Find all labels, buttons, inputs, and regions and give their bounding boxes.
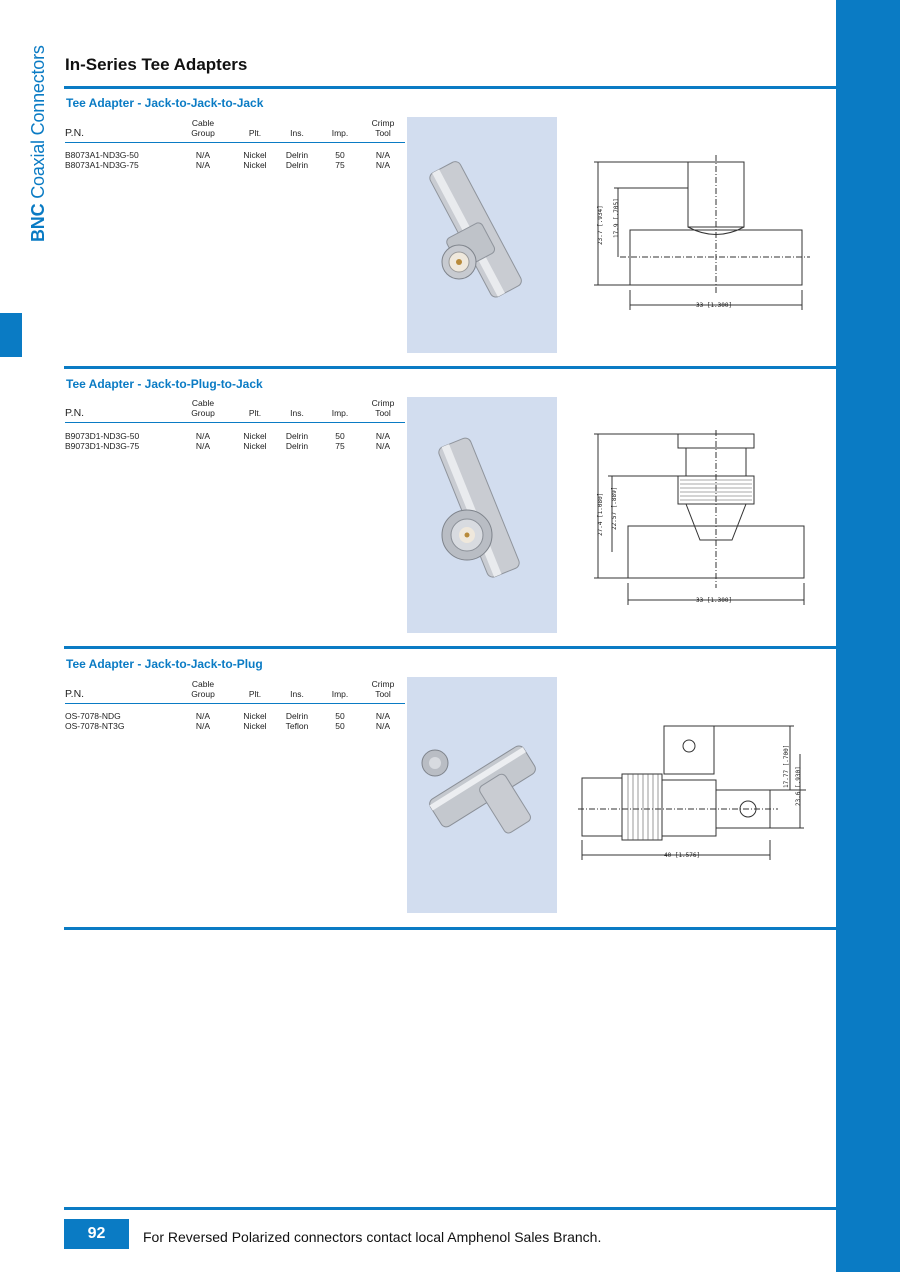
col-insulator: Ins. [290,128,304,138]
col-pn: P.N. [65,127,85,139]
dim-height-1: 17.77 [.700] [783,744,790,788]
dim-height-2: 17.9 [.705] [613,198,620,238]
side-title-brand: BNC [28,203,48,242]
product-photo [407,117,557,353]
col-plating: Plt. [248,408,262,418]
product-photo [407,677,557,913]
section-tab-marker [0,313,22,357]
col-crimp-tool: Crimp Tool [371,679,395,699]
dim-width: 33 [1.300] [696,597,733,604]
product-photo [407,397,557,633]
col-cable-group: Cable Group [191,679,215,699]
section-title: Tee Adapter - Jack-to-Jack-to-Jack [66,96,264,110]
col-plating: Plt. [248,128,262,138]
table-header [65,398,405,424]
table-header [65,118,405,144]
side-title-label: Coaxial Connectors [28,45,48,199]
dim-height-1: 27.4 [1.080] [597,492,604,536]
col-cable-group: Cable Group [191,118,215,138]
section-divider [64,366,836,369]
dimension-drawing [580,428,820,613]
tee-adapter-photo-icon [407,397,557,633]
dimension-drawing [578,718,818,868]
col-impedance: Imp. [331,689,349,699]
section-divider [64,86,836,89]
col-crimp-tool: Crimp Tool [371,118,395,138]
footer-note: For Reversed Polarized connectors contact local Amphenol Sales Branch. [143,1229,602,1245]
dim-width: 33 [1.300] [696,302,733,309]
col-insulator: Ins. [290,408,304,418]
col-impedance: Imp. [331,408,349,418]
dim-height-2: 23.6 [.930] [795,766,802,806]
dim-height-1: 23.7 [.934] [597,205,604,245]
table-row: B9073D1-ND3G-50 N/A Nickel Delrin 50 N/A [65,431,391,441]
side-section-title [28,45,49,242]
col-crimp-tool: Crimp Tool [371,398,395,418]
col-cable-group: Cable Group [191,398,215,418]
table-row: B8073A1-ND3G-50 N/A Nickel Delrin 50 N/A [65,150,391,160]
dim-width: 40 [1.576] [664,852,701,859]
page-title: In-Series Tee Adapters [65,55,248,74]
tee-adapter-photo-icon [407,677,557,913]
section-title: Tee Adapter - Jack-to-Jack-to-Plug [66,657,263,671]
table-row: OS-7078-NT3G N/A Nickel Teflon 50 N/A [65,721,391,731]
page-number: 92 [64,1219,129,1249]
tee-adapter-photo-icon [407,117,557,353]
footer-divider [64,1207,836,1210]
section-divider [64,927,836,930]
dim-height-2: 22.57 [.889] [611,486,618,530]
section-title: Tee Adapter - Jack-to-Plug-to-Jack [66,377,263,391]
table-row: B8073A1-ND3G-75 N/A Nickel Delrin 75 N/A [65,160,391,170]
col-pn: P.N. [65,407,85,419]
col-plating: Plt. [248,689,262,699]
right-accent-bar [836,0,900,1272]
col-insulator: Ins. [290,689,304,699]
col-pn: P.N. [65,688,85,700]
table-header [65,679,405,705]
col-impedance: Imp. [331,128,349,138]
dimension-drawing [580,150,820,320]
table-row: B9073D1-ND3G-75 N/A Nickel Delrin 75 N/A [65,441,391,451]
table-row: OS-7078-NDG N/A Nickel Delrin 50 N/A [65,711,391,721]
section-divider [64,646,836,649]
